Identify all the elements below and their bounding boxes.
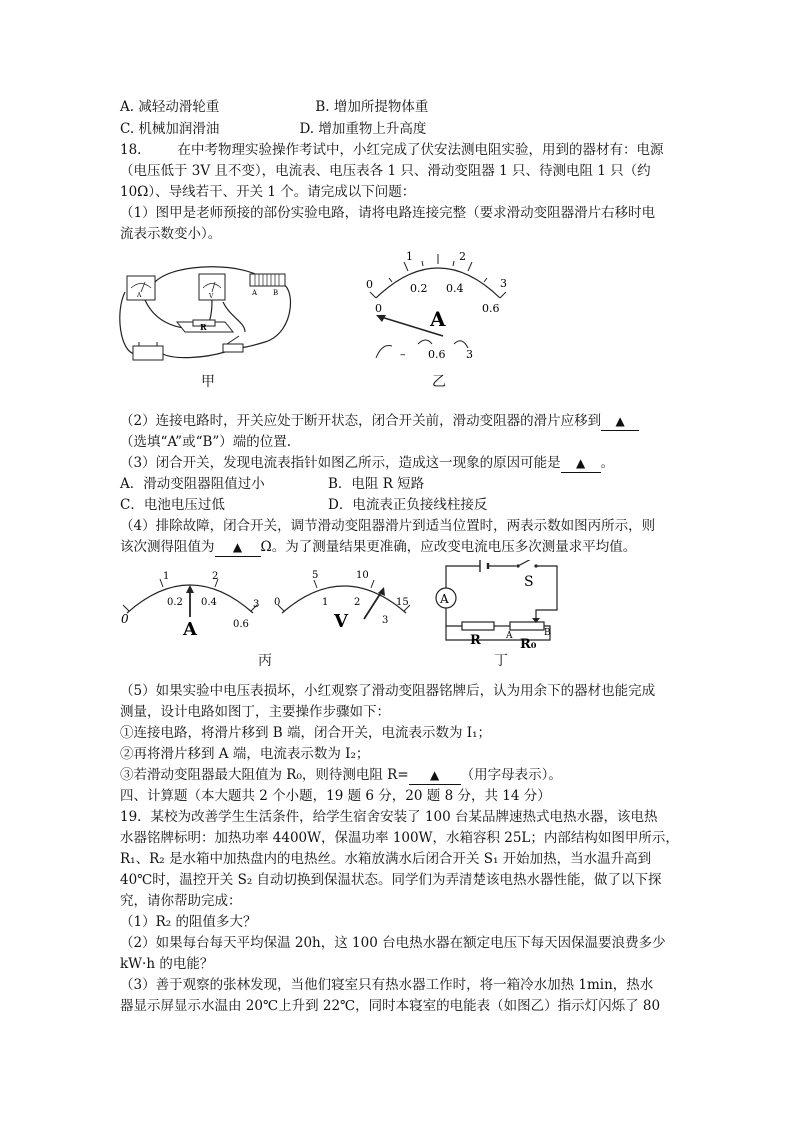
q18-part1-line1: （1）图甲是老师预接的部份实验电路，请将电路连接完整（要求滑动变阻器滑片右移时电 [120,205,656,221]
q18-intro-line3: 10Ω）、导线若干、开关 1 个。请完成以下问题： [120,184,416,200]
svg-text:V: V [209,293,214,300]
yi-bot-0: 0 [375,302,382,315]
bing-top-1: 1 [163,571,170,582]
q17-options-row1 [120,98,428,116]
ding-switch-label: S [524,574,534,590]
svg-text:A: A [137,292,142,299]
v-top-5: 5 [312,570,319,581]
figure-yi-ammeter [358,248,518,363]
q18-part3-option-c: C．电池电压过低 [120,497,225,513]
yi-top-1: 1 [406,250,413,263]
figure-jia-caption: 甲 [201,374,215,390]
bing-bot-02: 0.2 [167,597,183,608]
ammeter-device [127,276,155,300]
q18-part3-options-row2 [120,496,487,514]
q18-step3-text: ③若滑动变阻器最大阻值为 R₀，则待测电阻 R= [120,767,409,783]
q18-intro-line2: （电压低于 3V 且不变），电流表、电压表各 1 只、滑动变阻器 1 只、待测电阻 1 只（约 [120,163,651,179]
q18-part2-line1 [120,412,639,431]
v-top-15: 15 [396,597,409,608]
q18-part5-line1: （5）如果实验中电压表损坏，小红观察了滑动变阻器铭牌后，认为用余下的器材也能完成 [120,683,656,699]
q19-line4: 40℃时，温控开关 S₂ 自动切换到保温状态。同学们为弄清楚该电热水器性能，做了以下探 [120,872,662,888]
q18-number: 18. [120,142,142,158]
yi-terminal-3: 3 [466,348,473,361]
q19-part2-line2: kW·h 的电能？ [120,956,214,972]
bing-top-2: 2 [212,571,219,582]
yi-top-3: 3 [500,277,507,290]
v-needle [364,591,382,619]
q19-line5: 究，请你帮助完成： [120,893,242,909]
q18-step3-end: （用字母表示）。 [460,767,562,783]
v-bot-3: 3 [382,615,389,626]
q18-part2-text: （2）连接电路时，开关应处于断开状态，闭合开关前，滑动变阻器的滑片应移到 [120,413,602,429]
bing-top-0: 0 [121,612,129,626]
yi-top-0: 0 [366,278,373,291]
rheostat-end-b-label: B [273,289,279,297]
q18-part4-line1: （4）排除故障，闭合开关，调节滑动变阻器滑片到适当位置时，两表示数如图丙所示，则 [120,518,656,534]
voltmeter-device [199,274,225,300]
q18-step1: ①连接电路，将滑片移到 B 端，闭合开关，电流表示数为 I₁； [120,725,492,741]
figure-bing-voltmeter [272,565,417,637]
yi-terminal-06: 0.6 [428,348,446,361]
q18-intro-line1 [120,141,663,159]
q19-part1: （1）R₂ 的阻值多大？ [120,914,257,930]
figure-bing-ammeter [115,565,265,637]
q18-part1-line2: 流表示数变小）。 [120,226,222,242]
bing-top-3: 3 [253,599,260,610]
q18-intro-text1: 在中考物理实验操作考试中，小红完成了伏安法测电阻实验，用到的器材有：电源 [177,142,664,158]
yi-top-2: 2 [459,250,466,263]
ding-end-a-label: A [506,631,513,641]
battery-device [133,342,163,360]
q18-part4-text-b: Ω。为了测量结果更准确，应改变电流电压多次测量求平均值。 [260,539,637,555]
q18-part3-option-b: B．电阻 R 短路 [328,476,425,492]
bing-meter-symbol: A [183,619,197,637]
q17-option-d: D. 增加重物上升高度 [299,121,427,137]
q18-part5-line2: 测量，设计电路如图丁，主要操作步骤如下： [120,704,390,720]
q18-step3-answer-blank[interactable]: ▲ [409,766,461,785]
figure-yi-caption: 乙 [432,374,446,390]
ding-end-b-label: B [544,628,551,638]
q18-part3-answer-blank[interactable]: ▲ [561,454,601,473]
q18-step3 [120,766,562,785]
bing-bot-06: 0.6 [233,619,249,630]
v-top-0: 0 [274,597,281,608]
q17-option-a: A. 减轻动滑轮重 [120,99,220,115]
q18-part3-option-d: D．电流表正负接线柱接反 [328,497,488,513]
resistor-device [177,320,233,332]
q19-part3-line1: （3）善于观察的张林发现，当他们寝室只有热水器工作时，将一箱冷水加热 1min，热水 [120,977,654,993]
rheostat-device [250,274,285,297]
figure-bing-caption: 丙 [258,653,272,669]
yi-bot-06: 0.6 [482,302,500,315]
ding-ammeter-label: A [440,592,449,606]
q18-part4-text-a: 该次测得阻值为 [120,539,215,555]
figure-jia-circuit [115,262,300,372]
figure-ding-circuit [432,560,564,652]
ding-rheostat-label: R₀ [520,637,537,652]
q17-option-b: B. 增加所提物体重 [315,99,429,115]
q19-part2-line1: （2）如果每台每天平均保温 20h，这 100 台电热水器在额定电压下每天因保温要浪费多少 [120,935,666,951]
ding-resistor [462,622,494,630]
yi-meter-symbol: A [430,307,446,331]
section4-title: 四、计算题（本大题共 2 个小题，19 题 6 分，20 题 8 分，共 14 分） [120,788,551,804]
q19-line2: 水器铭牌标明：加热功率 4400W，保温功率 100W，水箱容积 25L；内部结构如图甲所示， [120,830,679,846]
q17-option-c: C. 机械加润滑油 [120,121,220,137]
ding-rheostat [510,622,544,630]
figure-ding-caption: 丁 [494,653,508,669]
q18-part4-line2 [120,538,636,557]
v-bot-1: 1 [322,597,329,608]
ding-resistor-label: R [470,633,481,648]
q18-part3-options-row1 [120,475,424,493]
v-bot-2: 2 [354,597,361,608]
yi-bot-02: 0.2 [410,282,428,295]
rheostat-end-a-label: A [252,289,258,297]
q18-part4-answer-blank[interactable]: ▲ [215,538,261,557]
q19-part3-line2: 器显示屏显示水温由 20℃上升到 22℃，同时本寝室的电能表（如图乙）指示灯闪烁了 80 [120,998,661,1014]
q18-part2-line2: （选填“A”或“B”）端的位置. [120,434,292,450]
q18-part3-end: 。 [600,455,615,471]
v-meter-symbol: V [334,611,348,632]
switch-device [223,336,243,352]
yi-bot-04: 0.4 [446,282,464,295]
q18-part3-text: （3）闭合开关，发现电流表指针如图乙所示，造成这一现象的原因可能是 [120,455,561,471]
q19-line1: 19．某校为改善学生生活条件，给学生宿舍安装了 100 台某品牌速热式电热水器，该电热 [120,809,658,825]
q18-step2: ②再将滑片移到 A 端，电流表示数为 I₂； [120,746,370,762]
q18-part3-option-a: A．滑动变阻器阻值过小 [120,476,265,492]
v-top-10: 10 [356,570,369,581]
q19-line3: R₁、R₂ 是水箱中加热盘内的电热丝。水箱放满水后闭合开关 S₁ 开始加热，当水温升高到 [120,851,652,867]
bing-bot-04: 0.4 [201,597,217,608]
q18-part3-line [120,454,614,473]
q17-options-row2 [120,120,426,138]
q18-part2-answer-blank[interactable]: ▲ [601,412,639,431]
yi-terminal-minus: – [400,348,406,361]
resistor-r-label: R [200,322,207,332]
